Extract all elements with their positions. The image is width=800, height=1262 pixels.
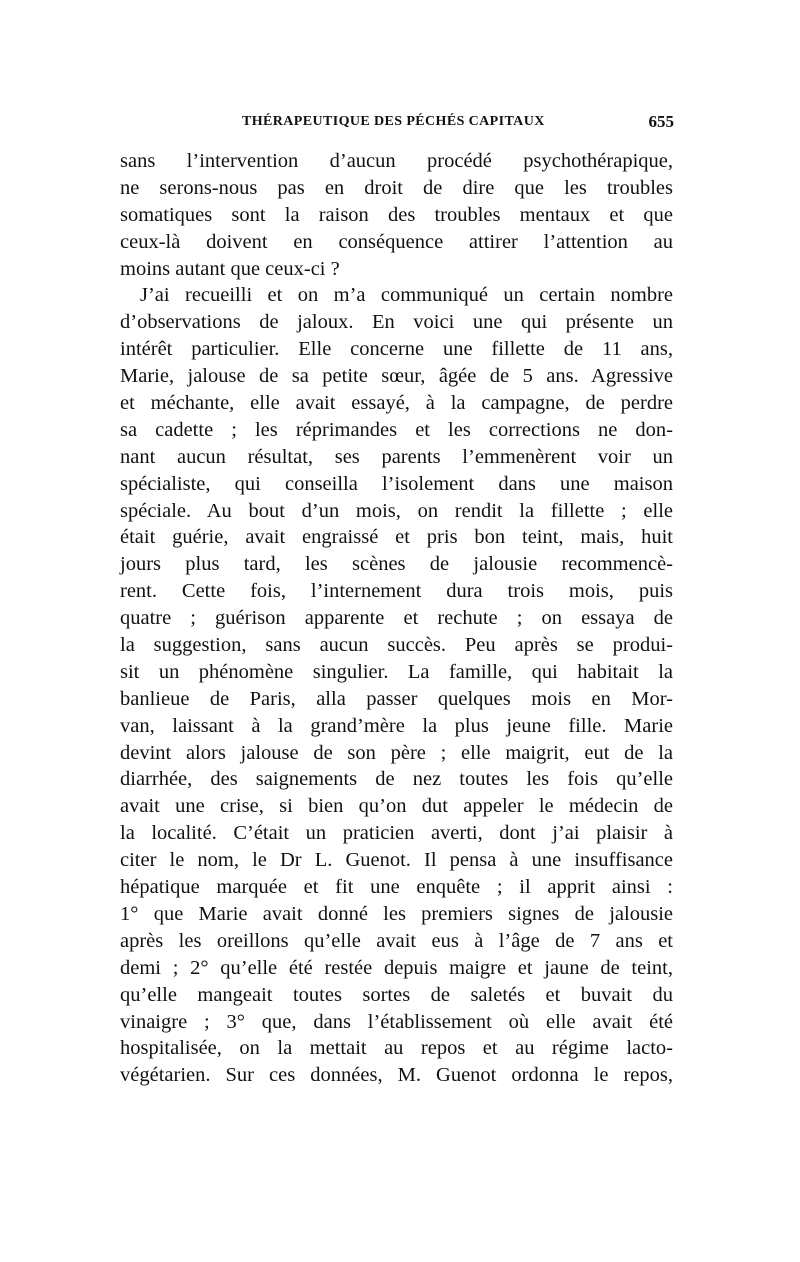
text-line: nant aucun résultat, ses parents l’emmenèrent voir un — [120, 445, 673, 468]
page-number: 655 — [648, 112, 674, 131]
text-line: rent. Cette fois, l’internement dura trois mois, puis — [120, 580, 673, 603]
running-title: THÉRAPEUTIQUE DES PÉCHÉS CAPITAUX — [242, 114, 545, 129]
text-line: devint alors jalouse de son père ; elle maigrit, eut de la — [120, 741, 673, 764]
text-line: la suggestion, sans aucun succès. Peu après se produi- — [120, 634, 673, 657]
text-line: ne serons-nous pas en droit de dire que les troubles — [120, 176, 673, 199]
text-line: spéciale. Au bout d’un mois, on rendit la fillette ; elle — [120, 499, 673, 522]
body-text — [120, 148, 673, 1089]
text-line: hépatique marquée et fit une enquête ; il apprit ainsi : — [120, 876, 673, 899]
text-line: et méchante, elle avait essayé, à la campagne, de perdre — [120, 392, 673, 415]
text-line: 1° que Marie avait donné les premiers signes de jalousie — [120, 902, 673, 925]
text-line: banlieue de Paris, alla passer quelques mois en Mor- — [120, 687, 673, 710]
text-line: sa cadette ; les réprimandes et les corrections ne don- — [120, 418, 673, 441]
text-line: sit un phénomène singulier. La famille, qui habitait la — [120, 660, 673, 683]
text-line: avait une crise, si bien qu’on dut appeler le médecin de — [120, 795, 673, 818]
text-line: après les oreillons qu’elle avait eus à l’âge de 7 ans et — [120, 929, 673, 952]
text-line: jours plus tard, les scènes de jalousie recommencè- — [120, 553, 673, 576]
text-line: qu’elle mangeait toutes sortes de saletés et buvait du — [120, 983, 673, 1006]
text-line: hospitalisée, on la mettait au repos et au régime lacto- — [120, 1037, 673, 1060]
text-line: végétarien. Sur ces données, M. Guenot ordonna le repos, — [120, 1064, 673, 1087]
text-line: diarrhée, des saignements de nez toutes les fois qu’elle — [120, 768, 673, 791]
page-header — [122, 114, 682, 140]
text-line: somatiques sont la raison des troubles mentaux et que — [120, 203, 673, 226]
text-line: d’observations de jaloux. En voici une qui présente un — [120, 311, 673, 334]
text-line: vinaigre ; 3° que, dans l’établissement où elle avait été — [120, 1010, 673, 1033]
text-line: demi ; 2° qu’elle été restée depuis maigre et jaune de teint, — [120, 956, 673, 979]
text-line: moins autant que ceux-ci ? — [120, 257, 340, 280]
text-line: J’ai recueilli et on m’a communiqué un certain nombre — [140, 284, 673, 307]
text-line: quatre ; guérison apparente et rechute ; on essaya de — [120, 607, 673, 630]
text-line: ceux-là doivent en conséquence attirer l’attention au — [120, 230, 673, 253]
text-line: Marie, jalouse de sa petite sœur, âgée de 5 ans. Agressive — [120, 365, 673, 388]
text-line: spécialiste, qui conseilla l’isolement dans une maison — [120, 472, 673, 495]
text-line: était guérie, avait engraissé et pris bon teint, mais, huit — [120, 526, 673, 549]
text-line: citer le nom, le Dr L. Guenot. Il pensa à une insuffisance — [120, 849, 673, 872]
text-line: intérêt particulier. Elle concerne une fillette de 11 ans, — [120, 338, 673, 361]
text-line: la localité. C’était un praticien averti, dont j’ai plaisir à — [120, 822, 673, 845]
text-line: sans l’intervention d’aucun procédé psychothérapique, — [120, 150, 673, 172]
text-line: van, laissant à la grand’mère la plus jeune fille. Marie — [120, 714, 673, 737]
